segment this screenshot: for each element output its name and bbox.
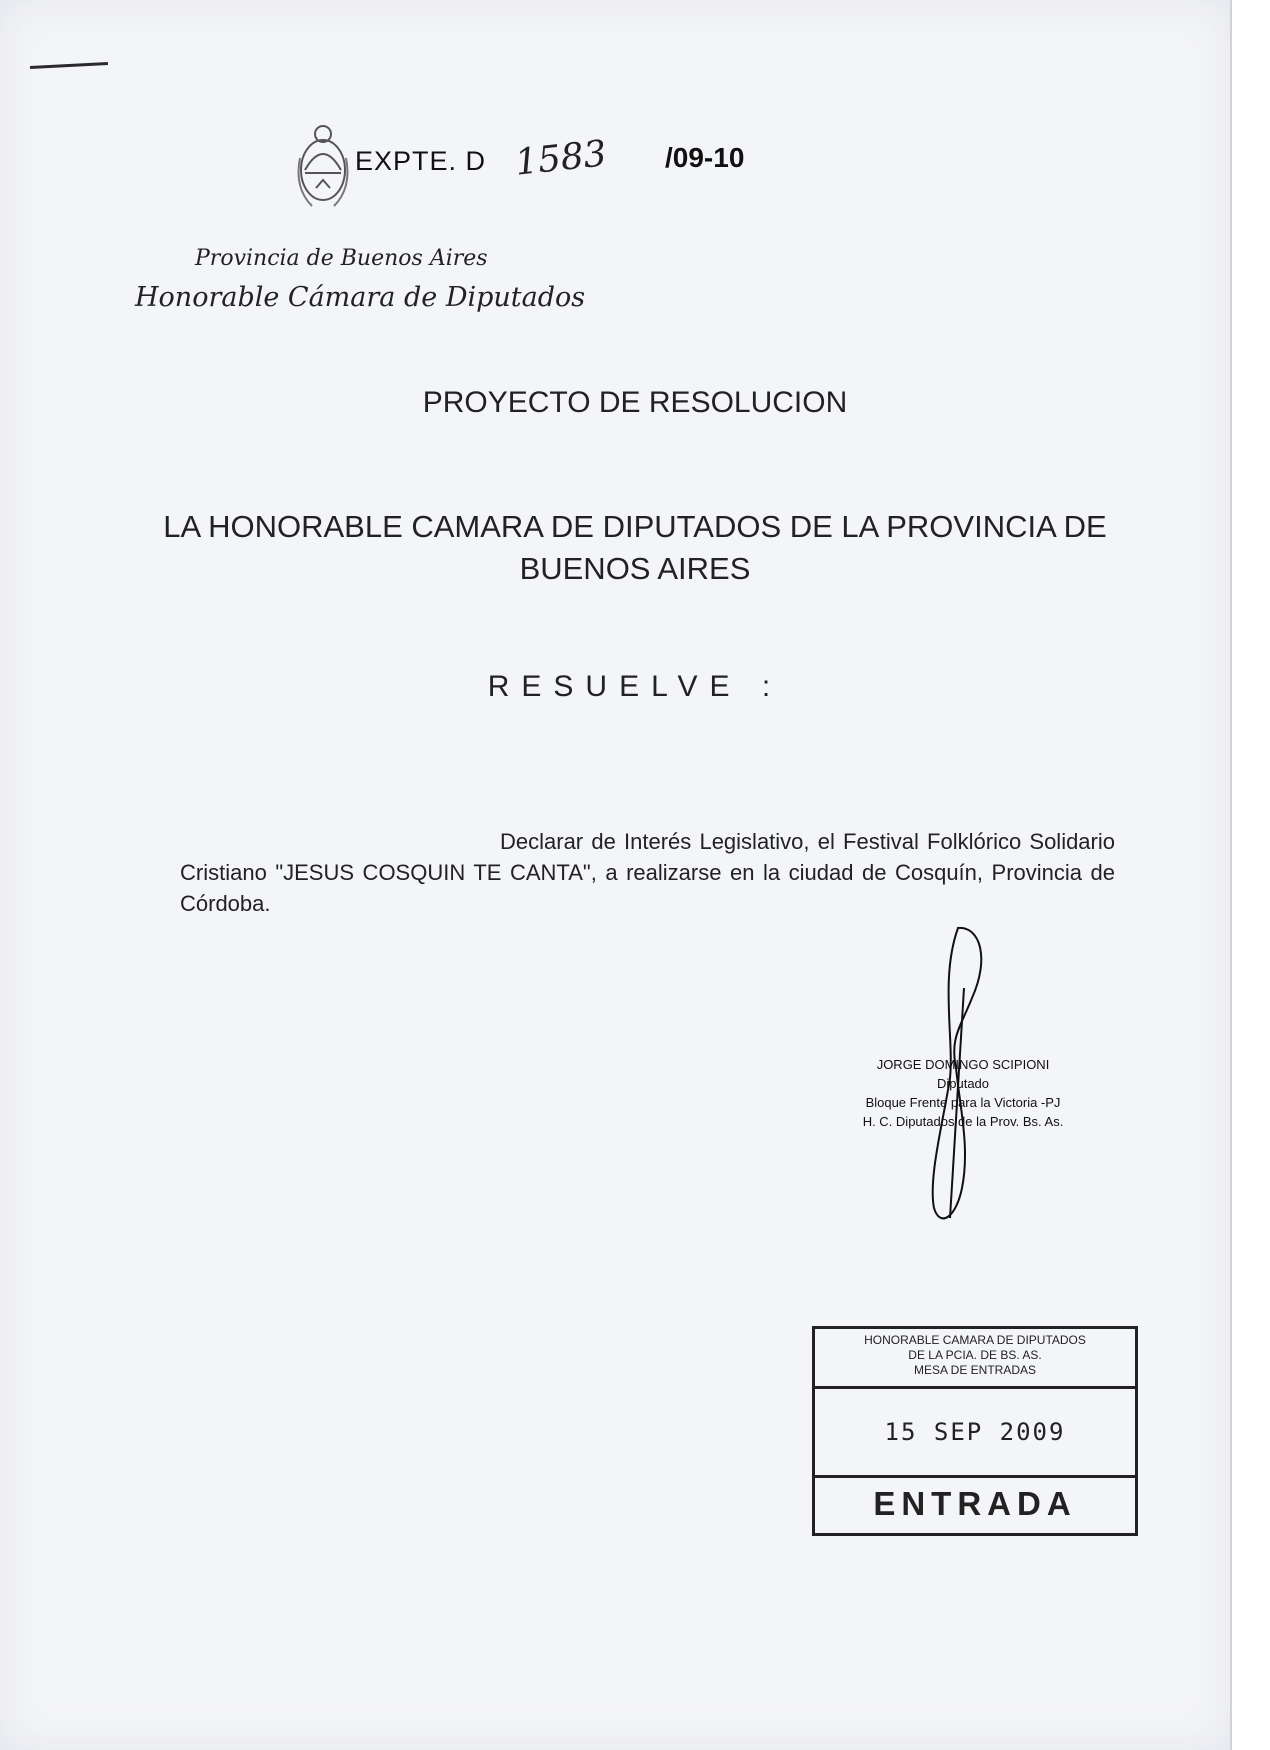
- signature-block: [848, 1055, 1078, 1131]
- signer-name: JORGE DOMINGO SCIPIONI: [876, 1057, 1050, 1072]
- stamp-header: [815, 1329, 1135, 1389]
- signer-chamber: H. C. Diputados de la Prov. Bs. As.: [862, 1114, 1064, 1129]
- resolution-body: Declarar de Interés Legislativo, el Festival Folklórico Solidario Cristiano "JESUS COSQUIN TE CANTA", a realizarse en la ciudad de Cosquín, Provincia de Córdoba.: [180, 829, 1115, 916]
- resuelve-label: RESUELVE :: [487, 670, 783, 703]
- chamber-name: Honorable Cámara de Diputados: [135, 282, 586, 313]
- stamp-line-1: HONORABLE CAMARA DE DIPUTADOS: [864, 1333, 1086, 1347]
- expte-label: EXPTE. D: [355, 146, 487, 176]
- signer-role: Diputado: [936, 1076, 990, 1091]
- stamp-line-3: MESA DE ENTRADAS: [913, 1363, 1037, 1377]
- margin-mark: [30, 62, 108, 69]
- document-heading: LA HONORABLE CAMARA DE DIPUTADOS DE LA PROVINCIA DE BUENOS AIRES: [163, 509, 1107, 586]
- document-title: PROYECTO DE RESOLUCION: [422, 386, 848, 419]
- reception-stamp: [812, 1326, 1138, 1536]
- stamp-line-2: DE LA PCIA. DE BS. AS.: [908, 1348, 1042, 1362]
- expte-year: /09-10: [665, 142, 745, 173]
- stamp-entrada: ENTRADA: [873, 1485, 1077, 1522]
- stamp-date: 15 SEP 2009: [815, 1389, 1135, 1478]
- coat-of-arms-icon: [292, 118, 354, 218]
- province-name: Provincia de Buenos Aires: [195, 246, 488, 271]
- expte-handwritten-number: 1583: [513, 133, 609, 184]
- signer-bloc: Bloque Frente para la Victoria -PJ: [865, 1095, 1061, 1110]
